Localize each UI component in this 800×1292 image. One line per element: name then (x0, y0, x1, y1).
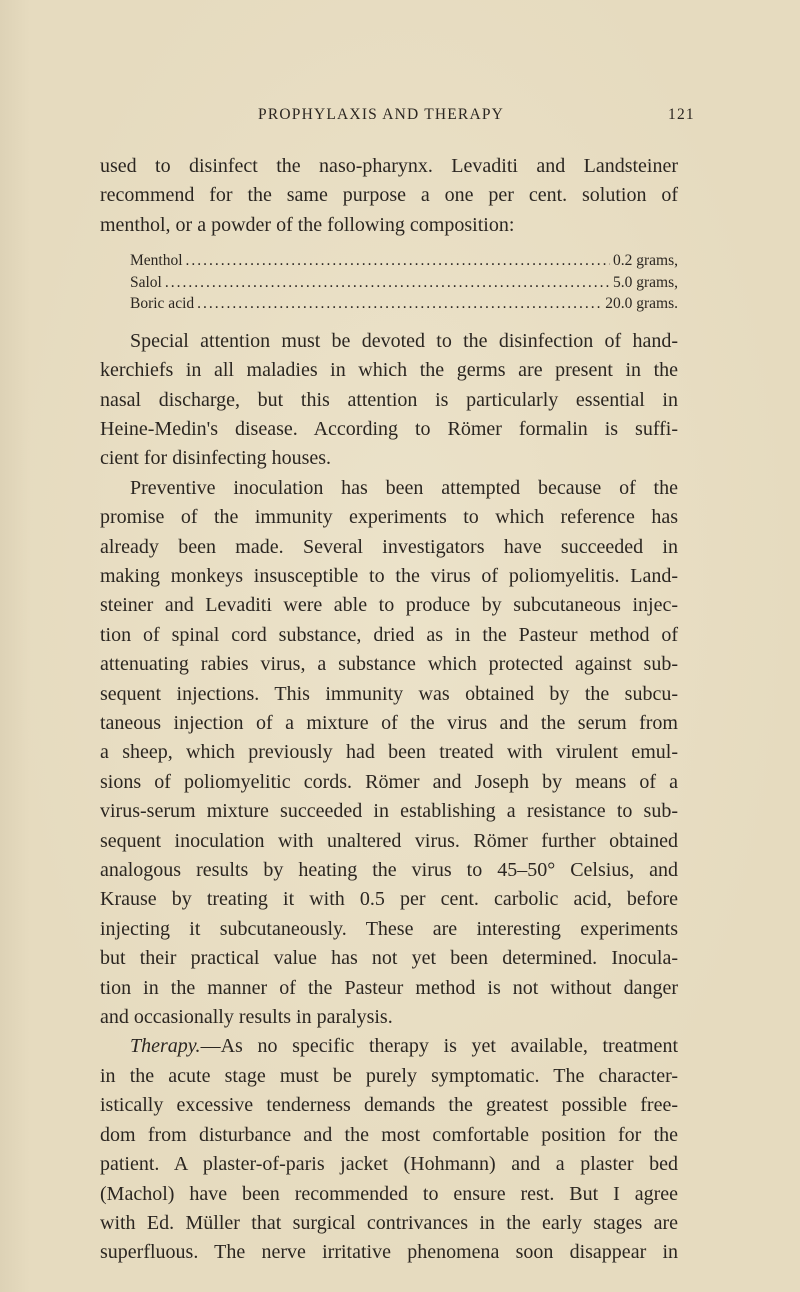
text-line: kerchiefs in all maladies in which the germs are present in the (100, 359, 678, 382)
formula-ingredient: Boric acid (130, 295, 195, 313)
page-header (0, 103, 800, 127)
text-line: cient for disinfecting houses. (100, 447, 332, 470)
text-line: promise of the immunity experiments to which reference has (100, 506, 678, 529)
page-number: 121 (668, 106, 695, 123)
text-line: making monkeys insusceptible to the virus of poliomyelitis. Land- (100, 564, 678, 587)
formula-row (130, 272, 678, 294)
therapy-heading: Therapy. (130, 1035, 201, 1058)
text-line: menthol, or a powder of the following composition: (100, 213, 515, 236)
formula-amount: 5.0 grams, (612, 273, 678, 291)
inoculation-paragraph (100, 474, 678, 1033)
formula-ingredient: Menthol (130, 252, 183, 270)
text-line: Krause by treating it with 0.5 per cent. carbolic acid, before (100, 888, 678, 911)
text-line: used to disinfect the naso-pharynx. Levaditi and Landsteiner (100, 155, 678, 177)
therapy-paragraph (100, 1032, 678, 1267)
text-line: already been made. Several investigators have succeeded in (100, 535, 678, 558)
text-line: tion of spinal cord substance, dried as in the Pasteur method of (100, 623, 678, 646)
text-line: superfluous. The nerve irritative phenomena soon disappear in (100, 1241, 678, 1264)
dot-leader (165, 272, 610, 294)
formula-amount: 20.0 grams. (605, 295, 678, 313)
text-line: nasal discharge, but this attention is particularly essential in (100, 388, 678, 411)
text-line: patient. A plaster-of-paris jacket (Hohmann) and a plaster bed (100, 1153, 678, 1176)
dot-leader (186, 250, 610, 272)
therapy-first-line: —As no specific therapy is yet available, treatment (200, 1035, 678, 1058)
text-line: Special attention must be devoted to the disinfection of hand- (130, 329, 678, 352)
formula-ingredient: Salol (130, 273, 162, 291)
text-line: Preventive inoculation has been attempted because of the (130, 476, 678, 499)
text-line: (Machol) have been recommended to ensure rest. But I agree (100, 1182, 678, 1205)
text-line: virus-serum mixture succeeded in establishing a resistance to sub- (100, 800, 678, 823)
text-line: istically excessive tenderness demands the greatest possible free- (100, 1094, 678, 1117)
text-line: with Ed. Müller that surgical contrivances in the early stages are (100, 1211, 678, 1234)
text-line: attenuating rabies virus, a substance which protected against sub- (100, 653, 678, 676)
text-line: taneous injection of a mixture of the virus and the serum from (100, 712, 678, 734)
text-line: a sheep, which previously had been treated with virulent emul- (100, 741, 678, 764)
text-line: injecting it subcutaneously. These are interesting experiments (100, 917, 678, 940)
text-line: in the acute stage must be purely symptomatic. The character- (100, 1064, 678, 1087)
text-line: and occasionally results in paralysis. (100, 1006, 393, 1029)
running-head: PROPHYLAXIS AND THERAPY (258, 106, 505, 123)
dot-leader (197, 293, 602, 315)
disinfection-paragraph (100, 327, 678, 474)
text-line: steiner and Levaditi were able to produce by subcutaneous injec- (100, 594, 678, 617)
formula-amount: 0.2 grams, (612, 252, 678, 270)
text-line: tion in the manner of the Pasteur method is not without danger (100, 976, 678, 999)
text-line: analogous results by heating the virus to 45–50° Celsius, and (100, 859, 678, 882)
text-line: Heine-Medin's disease. According to Römer formalin is suffi- (100, 417, 678, 440)
text-line: recommend for the same purpose a one per cent. solution of (100, 184, 678, 207)
text-line: dom from disturbance and the most comfortable position for the (100, 1123, 678, 1146)
formula-row (130, 293, 678, 315)
text-line (100, 1032, 678, 1061)
intro-paragraph (100, 152, 678, 240)
text-line: but their practical value has not yet been determined. Inocula- (100, 947, 678, 970)
text-line: sequent injections. This immunity was obtained by the subcu- (100, 682, 678, 705)
powder-formula (100, 250, 678, 315)
body-text (100, 152, 678, 1268)
text-line: sequent inoculation with unaltered virus. Römer further obtained (100, 829, 678, 852)
text-line: sions of poliomyelitic cords. Römer and Joseph by means of a (100, 770, 678, 793)
formula-row (130, 250, 678, 272)
